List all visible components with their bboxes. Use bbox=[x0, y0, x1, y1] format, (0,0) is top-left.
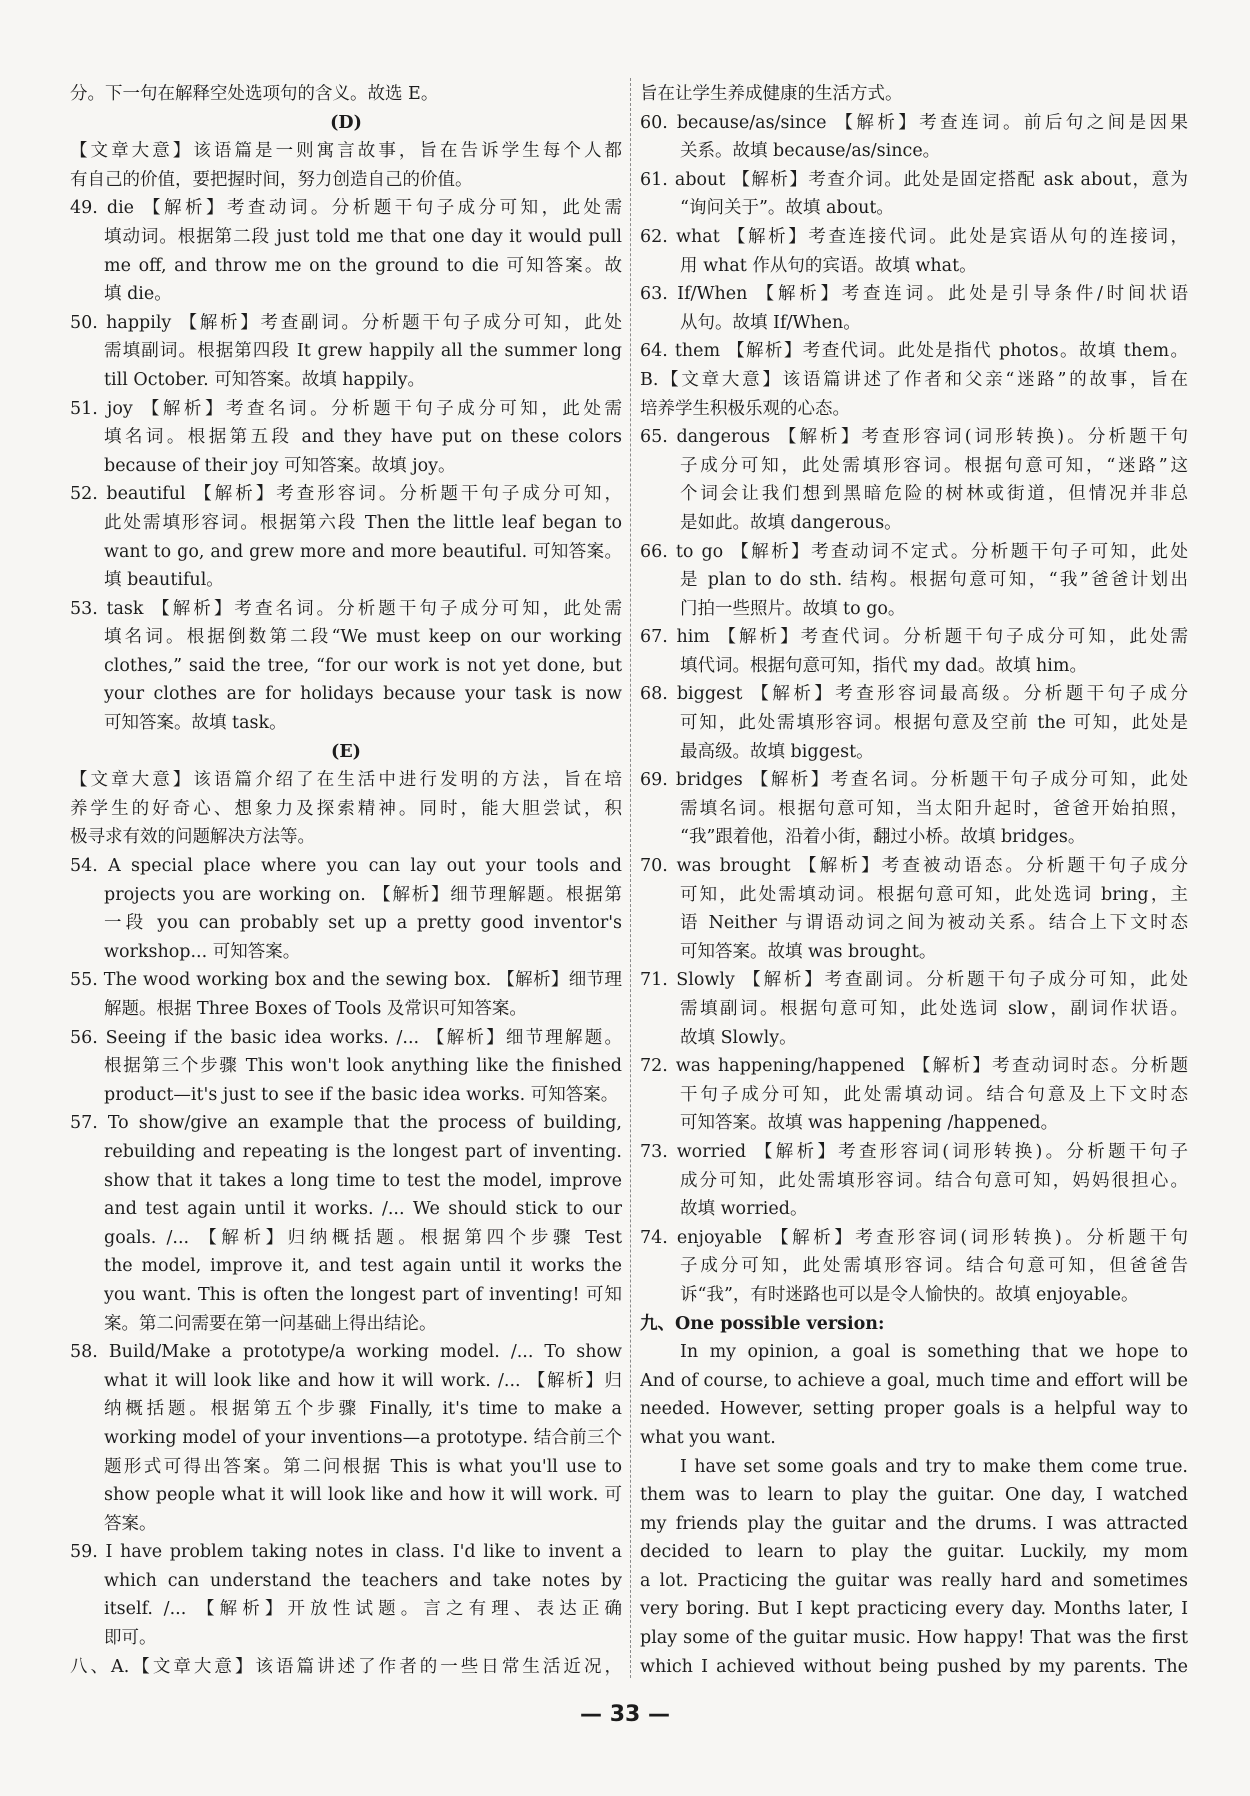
text-line: working model of your inventions—a prototype. 结合前三个 bbox=[104, 1427, 622, 1448]
text-line: 69. bridges 【解析】考查名词。分析题干句子成分可知，此处 bbox=[640, 770, 1188, 791]
text-line: 是如此。故填 dangerous。 bbox=[680, 512, 902, 533]
text-line: 培养学生积极乐观的心态。 bbox=[640, 398, 850, 419]
text-line: 故填 Slowly。 bbox=[680, 1027, 797, 1048]
text-line: 最高级。故填 biggest。 bbox=[680, 741, 874, 762]
text-line: 52. beautiful 【解析】考查形容词。分析题干句子成分可知， bbox=[70, 484, 622, 505]
text-line: 旨在让学生养成健康的生活方式。 bbox=[640, 84, 903, 104]
text-line: 57. To show/give an example that the process of building, bbox=[70, 1113, 622, 1134]
text-line: 答案。 bbox=[104, 1513, 157, 1534]
text-line: 纳概括题。根据第五个步骤 Finally, it's time to make a bbox=[104, 1399, 622, 1420]
text-line: 55. The wood working box and the sewing box. 【解析】细节理 bbox=[70, 970, 622, 991]
column-divider bbox=[630, 78, 632, 1678]
text-line: my friends play the guitar and the drums. I was attracted bbox=[640, 1513, 1188, 1534]
text-line: me off, and throw me on the ground to die 可知答案。故 bbox=[104, 255, 622, 276]
text-line: 成分可知，此处需填形容词。结合句意可知，妈妈很担心。 bbox=[680, 1170, 1188, 1191]
text-line: what you want. bbox=[640, 1427, 776, 1448]
text-line: 53. task 【解析】考查名词。分析题干句子成分可知，此处需 bbox=[70, 598, 622, 619]
text-line: 填动词。根据第二段 just told me that one day it would pull bbox=[104, 226, 622, 247]
text-line: the model, improve it, and test again until it works the bbox=[104, 1256, 622, 1277]
text-line: clothes,” said the tree, “for our work is not yet done, but bbox=[104, 655, 622, 676]
text-line: 一段 you can probably set up a pretty good inventor's bbox=[104, 913, 622, 934]
text-line: 填 die。 bbox=[104, 284, 172, 305]
text-line: 是 plan to do sth. 结构。根据句意可知，“我”爸爸计划出 bbox=[680, 570, 1188, 591]
text-line: 可知答案。故填 was brought。 bbox=[680, 941, 937, 962]
text-line: 可知，此处需填形容词。根据句意及空前 the 可知，此处是 bbox=[680, 713, 1188, 734]
text-line: needed. However, setting proper goals is a helpful way to bbox=[640, 1399, 1188, 1420]
text-line: what it will look like and how it will work. /... 【解析】归 bbox=[104, 1370, 622, 1391]
text-line: 74. enjoyable 【解析】考查形容词(词形转换)。分析题干句 bbox=[640, 1227, 1188, 1248]
text-line: 九、One possible version: bbox=[640, 1313, 885, 1334]
text-line: 64. them 【解析】考查代词。此处是指代 photos。故填 them。 bbox=[640, 341, 1188, 362]
text-line: rebuilding and repeating is the longest part of inventing. bbox=[104, 1141, 622, 1162]
text-line: 68. biggest 【解析】考查形容词最高级。分析题干句子成分 bbox=[640, 684, 1188, 705]
text-line: 填代词。根据句意可知，指代 my dad。故填 him。 bbox=[680, 655, 1087, 676]
text-line: 八、A.【文章大意】该语篇讲述了作者的一些日常生活近况， bbox=[70, 1656, 622, 1677]
page-number: — 33 — bbox=[580, 1702, 670, 1727]
text-line: 填 beautiful。 bbox=[104, 570, 224, 591]
text-line: 需填名词。根据句意可知，当太阳升起时，爸爸开始拍照， bbox=[680, 798, 1188, 819]
text-line: 【文章大意】该语篇介绍了在生活中进行发明的方法，旨在培 bbox=[70, 770, 622, 791]
text-line: (E) bbox=[331, 741, 361, 762]
text-line: B.【文章大意】该语篇讲述了作者和父亲“迷路”的故事，旨在 bbox=[640, 369, 1188, 390]
text-line: which can understand the teachers and take notes by bbox=[104, 1570, 622, 1591]
text-line: goals. /... 【解析】归纳概括题。根据第四个步骤 Test bbox=[104, 1227, 622, 1248]
text-line: 67. him 【解析】考查代词。分析题干句子成分可知，此处需 bbox=[640, 627, 1188, 648]
text-line: And of course, to achieve a goal, much time and effort will be bbox=[640, 1370, 1188, 1391]
text-line: “我”跟着他，沿着小街，翻过小桥。故填 bridges。 bbox=[680, 827, 1086, 848]
text-line: 60. because/as/since 【解析】考查连词。前后句之间是因果 bbox=[640, 112, 1188, 133]
text-line: 极寻求有效的问题解决方法等。 bbox=[70, 827, 315, 848]
text-line: decided to learn to play the guitar. Luckily, my mom bbox=[640, 1542, 1188, 1563]
text-line: 有自己的价值，要把握时间，努力创造自己的价值。 bbox=[70, 169, 473, 190]
text-line: till October. 可知答案。故填 happily。 bbox=[104, 369, 425, 390]
text-line: 分。下一句在解释空处选项句的含义。故选 E。 bbox=[70, 84, 439, 104]
text-line: 门拍一些照片。故填 to go。 bbox=[680, 598, 906, 619]
text-line: 58. Build/Make a prototype/a working model. /... To show bbox=[70, 1342, 622, 1363]
text-line: product—it's just to see if the basic idea works. 可知答案。 bbox=[104, 1084, 619, 1105]
text-line: want to go, and grew more and more beautiful. 可知答案。 bbox=[104, 541, 622, 562]
text-line: 关系。故填 because/as/since。 bbox=[680, 141, 941, 162]
text-line: 70. was brought 【解析】考查被动语态。分析题干句子成分 bbox=[640, 856, 1188, 877]
text-line: and test again until it works. /... We should stick to our bbox=[104, 1199, 622, 1220]
text-line: 72. was happening/happened 【解析】考查动词时态。分析题 bbox=[640, 1056, 1188, 1077]
text-line: 可知答案。故填 was happening /happened。 bbox=[680, 1113, 1059, 1134]
text-line: 54. A special place where you can lay out your tools and bbox=[70, 856, 622, 877]
text-line: (D) bbox=[330, 112, 362, 133]
text-line: 需填副词。根据句意可知，此处选词 slow，副词作状语。 bbox=[680, 999, 1188, 1019]
text-line: 需填副词。根据第四段 It grew happily all the summer long bbox=[104, 341, 622, 362]
text-line: 根据第三个步骤 This won't look anything like the finished bbox=[104, 1056, 622, 1077]
right-column bbox=[640, 80, 1188, 1681]
text-line: workshop... 可知答案。 bbox=[104, 941, 301, 962]
text-line: 干句子成分可知，此处需填动词。结合句意及上下文时态 bbox=[680, 1084, 1188, 1105]
text-line: 61. about 【解析】考查介词。此处是固定搭配 ask about，意为 bbox=[640, 169, 1188, 190]
text-line: very boring. But I kept practicing every day. Months later, I bbox=[640, 1599, 1188, 1620]
text-line: which I achieved without being pushed by my parents. The bbox=[640, 1656, 1188, 1677]
text-line: 个词会让我们想到黑暗危险的树林或街道，但情况并非总 bbox=[680, 484, 1188, 505]
text-line: 可知答案。故填 task。 bbox=[104, 713, 287, 734]
text-line: 诉“我”，有时迷路也可以是令人愉快的。故填 enjoyable。 bbox=[680, 1284, 1139, 1305]
text-line: 65. dangerous 【解析】考查形容词(词形转换)。分析题干句 bbox=[640, 427, 1188, 448]
text-line: show people what it will look like and how it will work. 可 bbox=[104, 1485, 622, 1506]
text-line: 【文章大意】该语篇是一则寓言故事，旨在告诉学生每个人都 bbox=[70, 141, 622, 162]
text-line: In my opinion, a goal is something that we hope to bbox=[680, 1342, 1188, 1363]
text-line: 62. what 【解析】考查连接代词。此处是宾语从句的连接词， bbox=[640, 226, 1188, 247]
text-line: 案。第二问需要在第一问基础上得出结论。 bbox=[104, 1313, 437, 1334]
text-line: 解题。根据 Three Boxes of Tools 及常识可知答案。 bbox=[104, 999, 527, 1019]
text-line: 59. I have problem taking notes in class. I'd like to invent a bbox=[70, 1542, 622, 1563]
text-line: “询问关于”。故填 about。 bbox=[680, 198, 894, 219]
text-line: 66. to go 【解析】考查动词不定式。分析题干句子可知，此处 bbox=[640, 541, 1188, 562]
text-line: you want. This is often the longest part of inventing! 可知 bbox=[104, 1284, 622, 1305]
text-line: 养学生的好奇心、想象力及探索精神。同时，能大胆尝试，积 bbox=[70, 798, 622, 819]
text-line: show that it takes a long time to test the model, improve bbox=[104, 1170, 622, 1191]
text-line: 用 what 作从句的宾语。故填 what。 bbox=[680, 255, 977, 276]
text-line: your clothes are for holidays because your task is now bbox=[104, 684, 622, 705]
text-line: itself. /... 【解析】开放性试题。言之有理、表达正确 bbox=[104, 1599, 622, 1620]
text-line: 73. worried 【解析】考查形容词(词形转换)。分析题干句子 bbox=[640, 1141, 1188, 1162]
text-line: 63. If/When 【解析】考查连词。此处是引导条件/时间状语 bbox=[640, 284, 1188, 305]
text-line: 56. Seeing if the basic idea works. /... 【解析】细节理解题。 bbox=[70, 1027, 622, 1048]
text-line: 语 Neither 与谓语动词之间为被动关系。结合上下文时态 bbox=[680, 913, 1188, 934]
text-line: 71. Slowly 【解析】考查副词。分析题干句子成分可知，此处 bbox=[640, 970, 1188, 991]
text-line: 即可。 bbox=[104, 1628, 157, 1649]
text-line: 子成分可知，此处需填形容词。结合句意可知，但爸爸告 bbox=[680, 1256, 1188, 1277]
text-line: 子成分可知，此处需填形容词。根据句意可知，“迷路”这 bbox=[680, 455, 1188, 476]
text-line: 此处需填形容词。根据第六段 Then the little leaf began to bbox=[104, 512, 622, 533]
text-line: 可知，此处需填动词。根据句意可知，此处选词 bring，主 bbox=[680, 884, 1188, 905]
text-line: play some of the guitar music. How happy! That was the first bbox=[640, 1628, 1188, 1649]
text-line: projects you are working on. 【解析】细节理解题。根据第 bbox=[104, 884, 622, 905]
text-line: because of their joy 可知答案。故填 joy。 bbox=[104, 455, 456, 476]
left-column bbox=[70, 80, 622, 1681]
text-line: 50. happily 【解析】考查副词。分析题干句子成分可知，此处 bbox=[70, 312, 622, 333]
text-line: I have set some goals and try to make them come true. bbox=[680, 1456, 1188, 1477]
text-line: 故填 worried。 bbox=[680, 1199, 808, 1220]
text-line: 51. joy 【解析】考查名词。分析题干句子成分可知，此处需 bbox=[70, 398, 622, 419]
text-line: 从句。故填 If/When。 bbox=[680, 312, 861, 333]
text-line: 49. die 【解析】考查动词。分析题干句子成分可知，此处需 bbox=[70, 198, 622, 219]
text-line: them was to learn to play the guitar. One day, I watched bbox=[640, 1485, 1188, 1506]
text-line: a lot. Practicing the guitar was really hard and sometimes bbox=[640, 1570, 1188, 1591]
text-line: 填名词。根据第五段 and they have put on these colors bbox=[104, 427, 622, 448]
text-line: 题形式可得出答案。第二问根据 This is what you'll use to bbox=[104, 1456, 622, 1477]
text-line: 填名词。根据倒数第二段“We must keep on our working bbox=[104, 627, 622, 648]
